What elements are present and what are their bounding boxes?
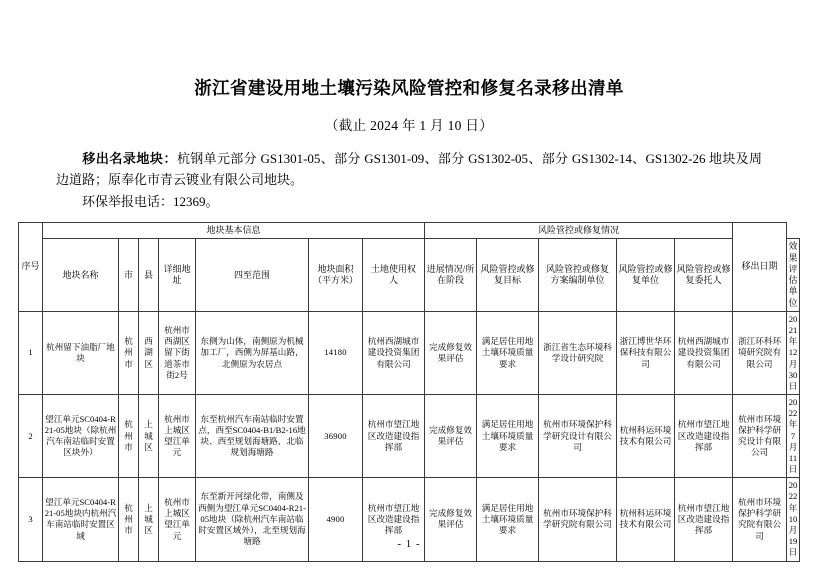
cell-address: 杭州市上城区望江单元 bbox=[159, 395, 196, 478]
table-group-header-row bbox=[19, 223, 800, 239]
header-target-line1: 风险管控或修 bbox=[480, 263, 535, 274]
cell-assess-unit: 杭州市环境保护科学研究设计有限公司 bbox=[733, 395, 787, 478]
cell-progress: 完成修复效果评估 bbox=[425, 478, 477, 561]
header-assess-unit bbox=[787, 239, 800, 312]
header-progress bbox=[425, 239, 477, 312]
cell-exit-date: 2022年7月11日 bbox=[787, 395, 800, 478]
cell-landuse-holder: 杭州市望江地区改造建设指挥部 bbox=[363, 478, 425, 561]
cell-seq: 3 bbox=[19, 478, 43, 561]
cell-boundary: 东侧为山体，南侧原为机械加工厂，西侧为屏基山路，北侧原为农居点 bbox=[196, 311, 309, 394]
table-row bbox=[19, 395, 800, 478]
table-body bbox=[19, 311, 800, 561]
header-target bbox=[477, 239, 539, 312]
header-block-name: 地块名称 bbox=[43, 239, 119, 312]
header-seq: 序号 bbox=[19, 223, 43, 312]
cell-plan-unit: 杭州市环境保护科学研究设计有限公司 bbox=[539, 395, 617, 478]
header-exec-unit bbox=[617, 239, 675, 312]
listing-table bbox=[18, 222, 800, 561]
header-plan-unit bbox=[539, 239, 617, 312]
cell-exec-unit: 浙江博世华环保科技有限公司 bbox=[617, 311, 675, 394]
cell-landuse-holder: 杭州西湖城市建设投资集团有限公司 bbox=[363, 311, 425, 394]
table-header-row bbox=[19, 239, 800, 312]
page-subtitle: （截止 2024 年 1 月 10 日） bbox=[325, 118, 493, 133]
header-progress-line1: 进展情况/所 bbox=[426, 263, 475, 274]
header-plan-unit-line2: 方案编制单位 bbox=[550, 275, 605, 286]
cell-client: 杭州市望江地区改造建设指挥部 bbox=[675, 395, 733, 478]
cell-city: 杭州市 bbox=[119, 311, 139, 394]
page-number: - 1 - bbox=[397, 538, 421, 550]
cell-city: 杭州市 bbox=[119, 478, 139, 561]
page-title: 浙江省建设用地土壤污染风险管控和修复名录移出清单 bbox=[194, 78, 624, 98]
cell-area: 36900 bbox=[309, 395, 363, 478]
cell-boundary: 东至杭州汽车南站临时安置点，西至SC0404-B1/B2-16地块、西至规划海塘路，北临规划海塘路 bbox=[196, 395, 309, 478]
cell-address: 杭州市上城区望江单元 bbox=[159, 478, 196, 561]
header-landuse-line1: 土地使用权 bbox=[371, 263, 417, 274]
header-area-line1: 地块面积 bbox=[317, 263, 354, 274]
cell-boundary: 东至新开河绿化带，南侧及西侧为望江单元SC0404-R21-05地块（除杭州汽车南站临时安置区域外），北至规划海塘路 bbox=[196, 478, 309, 561]
table-row bbox=[19, 311, 800, 394]
cell-block-name: 望江单元SC0404-R21-05地块内杭州汽车南站临时安置区域 bbox=[43, 478, 119, 561]
header-client bbox=[675, 239, 733, 312]
hotline-text: 环保举报电话：12369。 bbox=[82, 194, 219, 210]
header-landuse-holder bbox=[363, 239, 425, 312]
cell-plan-unit: 浙江省生态环境科学设计研究院 bbox=[539, 311, 617, 394]
cell-county: 上城区 bbox=[139, 478, 159, 561]
header-group-basic-info: 地块基本信息 bbox=[43, 223, 425, 239]
cell-seq: 2 bbox=[19, 395, 43, 478]
cell-city: 杭州市 bbox=[119, 395, 139, 478]
cell-client: 杭州市望江地区改造建设指挥部 bbox=[675, 478, 733, 561]
cell-exec-unit: 杭州科运环境技术有限公司 bbox=[617, 395, 675, 478]
header-group-risk-info: 风险管控或修复情况 bbox=[425, 223, 733, 239]
intro-lead-label: 移出名录地块： bbox=[82, 151, 177, 166]
header-progress-line2: 在阶段 bbox=[437, 275, 465, 286]
intro-paragraph bbox=[0, 134, 818, 190]
cell-client: 杭州西湖城市建设投资集团有限公司 bbox=[675, 311, 733, 394]
cell-exit-date: 2022年10月19日 bbox=[787, 478, 800, 561]
header-address: 详细地址 bbox=[159, 239, 196, 312]
header-landuse-line2: 人 bbox=[389, 275, 399, 286]
header-exec-unit-line2: 复单位 bbox=[632, 275, 660, 286]
header-exec-unit-line1: 风险管控或修 bbox=[618, 263, 673, 274]
cell-target: 满足居住用地土壤环境质量要求 bbox=[477, 311, 539, 394]
cell-plan-unit: 杭州市环境保护科学研究院有限公司 bbox=[539, 478, 617, 561]
header-assess-line1: 效果评估单 bbox=[788, 241, 798, 297]
intro-lead-body: 杭钢单元部分 GS1301-05、部分 GS1301-09、部分 GS1302-05、部分 GS1302-14、GS1302-26 地块及周边道路；原奉化市青云镀业有限公司地块。 bbox=[56, 151, 762, 188]
cell-target: 满足居住用地土壤环境质量要求 bbox=[477, 478, 539, 561]
hotline-paragraph bbox=[0, 190, 818, 212]
cell-progress: 完成修复效果评估 bbox=[425, 395, 477, 478]
cell-county: 上城区 bbox=[139, 395, 159, 478]
header-target-line2: 复目标 bbox=[494, 275, 522, 286]
cell-assess-unit: 浙江环科环境研究院有限公司 bbox=[733, 311, 787, 394]
listing-table-container bbox=[0, 212, 818, 561]
cell-assess-unit: 杭州市环境保护科学研究院有限公司 bbox=[733, 478, 787, 561]
header-plan-unit-line1: 风险管控或修复 bbox=[546, 263, 610, 274]
header-client-line1: 风险管控或修 bbox=[676, 263, 731, 274]
cell-progress: 完成修复效果评估 bbox=[425, 311, 477, 394]
cell-block-name: 望江单元SC0404-R21-05地块（除杭州汽车南站临时安置区块外） bbox=[43, 395, 119, 478]
cell-exit-date: 2021年12月30日 bbox=[787, 311, 800, 394]
header-city: 市 bbox=[119, 239, 139, 312]
cell-area: 14180 bbox=[309, 311, 363, 394]
header-area-line2: （平方米） bbox=[312, 275, 358, 286]
cell-landuse-holder: 杭州市望江地区改造建设指挥部 bbox=[363, 395, 425, 478]
cell-seq: 1 bbox=[19, 311, 43, 394]
header-boundary: 四至范围 bbox=[196, 239, 309, 312]
cell-area: 4900 bbox=[309, 478, 363, 561]
header-exit-date: 移出日期 bbox=[733, 223, 787, 312]
header-assess-line2: 位 bbox=[788, 297, 798, 308]
cell-block-name: 杭州留下油脂厂地块 bbox=[43, 311, 119, 394]
cell-county: 西湖区 bbox=[139, 311, 159, 394]
header-client-line2: 复委托人 bbox=[685, 275, 722, 286]
header-county: 县 bbox=[139, 239, 159, 312]
header-area bbox=[309, 239, 363, 312]
cell-address: 杭州市西湖区留下街道茶市街2号 bbox=[159, 311, 196, 394]
cell-exec-unit: 杭州科运环境技术有限公司 bbox=[617, 478, 675, 561]
cell-target: 满足居住用地土壤环境质量要求 bbox=[477, 395, 539, 478]
